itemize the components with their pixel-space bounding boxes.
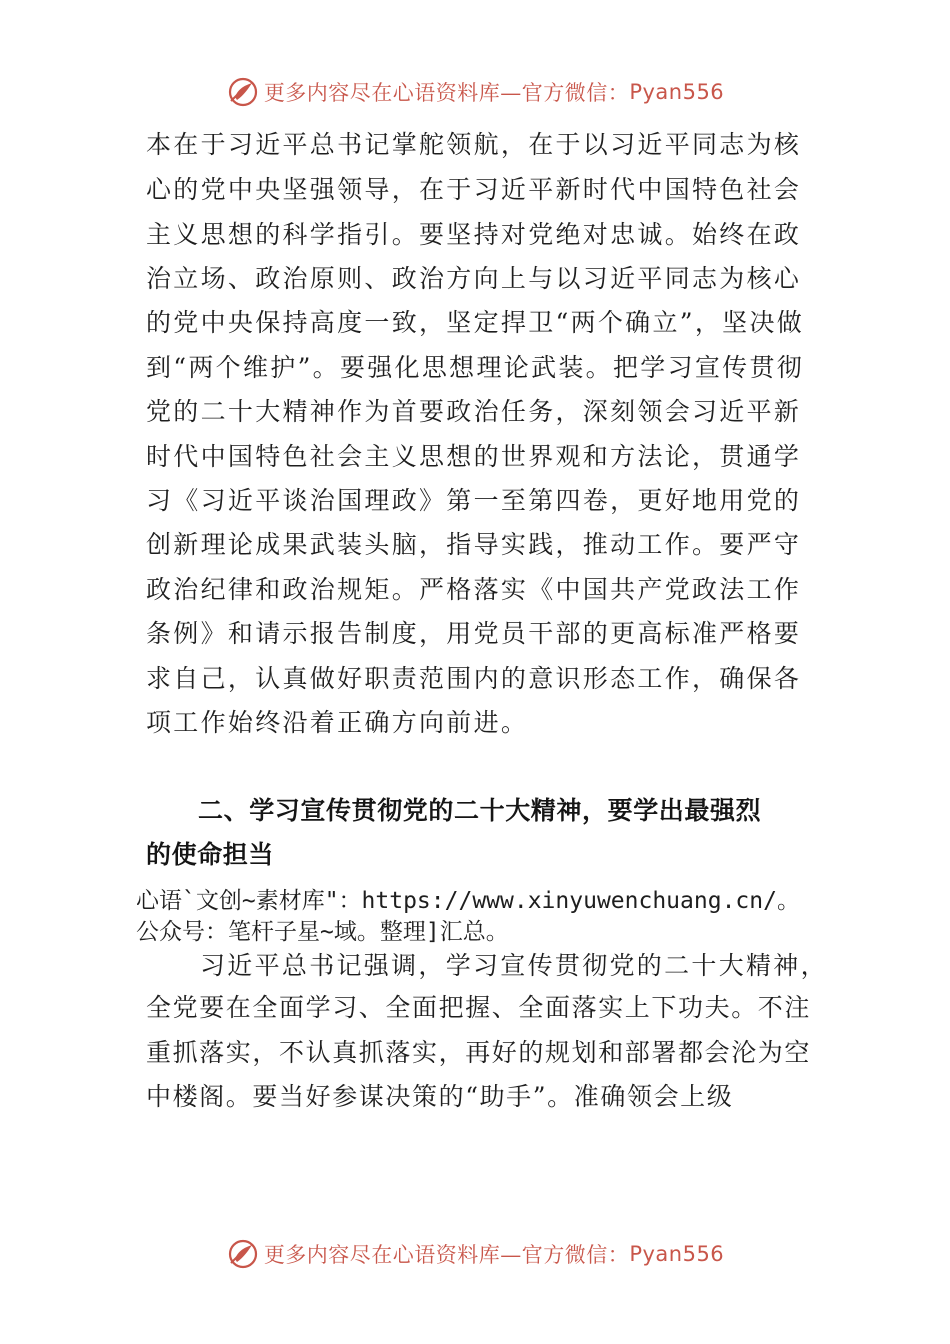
paragraph-line: 本在于习近平总书记掌舵领航，在于以习近平同志为核 (146, 130, 802, 159)
section-heading: 的使命担当 (146, 840, 275, 869)
paragraph-line: 主义思想的科学指引。要坚持对党绝对忠诚。始终在政 (146, 220, 802, 249)
wechat-id: Pyan556 (629, 80, 725, 104)
paragraph-line: 时代中国特色社会主义思想的世界观和方法论，贯通学 (146, 442, 802, 471)
wechat-id: Pyan556 (629, 1242, 725, 1266)
brand-logo-icon (226, 1237, 260, 1271)
inserted-note: 公众号：笔杆子星~域。整理]汇总。 (136, 919, 509, 945)
paragraph-line: 治立场、政治原则、政治方向上与以习近平同志为核心 (146, 264, 802, 293)
paragraph-line: 创新理论成果武装头脑，指导实践，推动工作。要严守 (146, 530, 802, 559)
paragraph-line: 条例》和请示报告制度，用党员干部的更高标准严格要 (146, 619, 802, 648)
watermark-text: 更多内容尽在心语资料库—官方微信： (263, 81, 630, 105)
paragraph-line: 习近平总书记强调，学习宣传贯彻党的二十大精神， (200, 951, 828, 980)
watermark-footer (0, 1234, 950, 1274)
paragraph-line: 党的二十大精神作为首要政治任务，深刻领会习近平新 (146, 397, 802, 426)
paragraph-line: 政治纪律和政治规矩。严格落实《中国共产党政法工作 (146, 575, 802, 604)
paragraph-line: 重抓落实，不认真抓落实，再好的规划和部署都会沦为空 (146, 1038, 812, 1067)
paragraph-line: 求自己，认真做好职责范围内的意识形态工作，确保各 (146, 664, 802, 693)
section-heading: 二、学习宣传贯彻党的二十大精神，要学出最强烈 (198, 796, 762, 825)
paragraph-line: 的党中央保持高度一致，坚定捍卫“两个确立”，坚决做 (146, 308, 805, 337)
paragraph-line: 项工作始终沿着正确方向前进。 (146, 708, 529, 737)
paragraph-line: 全党要在全面学习、全面把握、全面落实上下功夫。不注 (146, 993, 812, 1022)
paragraph-line: 中楼阁。要当好参谋决策的“助手”。准确领会上级 (146, 1082, 734, 1111)
inserted-note: 心语`文创~素材库"：https://www.xinyuwenchuang.cn/。 (136, 888, 800, 914)
watermark-text: 更多内容尽在心语资料库—官方微信： (263, 1243, 630, 1267)
paragraph-line: 习《习近平谈治国理政》第一至第四卷，更好地用党的 (146, 486, 802, 515)
paragraph-line: 到“两个维护”。要强化思想理论武装。把学习宣传贯彻 (146, 353, 805, 382)
paragraph-line: 心的党中央坚强领导，在于习近平新时代中国特色社会 (146, 175, 802, 204)
